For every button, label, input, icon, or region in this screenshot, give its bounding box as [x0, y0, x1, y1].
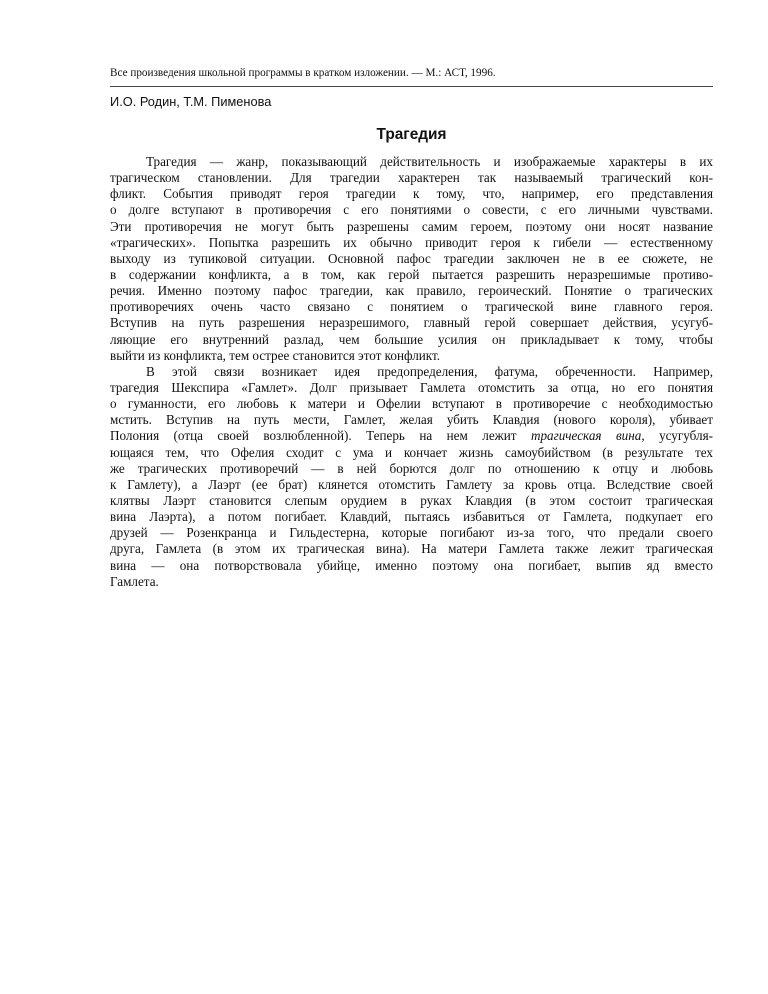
text-line: «трагических». Попытка разрешить их обычно приводит героя к гибели — естественному	[110, 234, 713, 250]
source-citation: Все произведения школьной программы в кратком изложении. — М.: АСТ, 1996.	[110, 67, 496, 79]
text-line: о гуманности, его любовь к матери и Офелии вступают в противоречие с необходимостью	[110, 396, 713, 412]
text-line: вина — она потворствовала убийце, именно поэтому она погибает, выпив яд вместо	[110, 557, 713, 573]
text-line: противоречиях очень часто связано с понятием о трагической вине главного героя.	[110, 299, 713, 315]
article-title: Трагедия	[376, 126, 447, 143]
text-line: выходу из тупиковой ситуации. Основной пафос трагедии заключен не в ее сюжете, не	[110, 250, 713, 266]
text-line: к Гамлету), а Лаэрт (ее брат) клянется отомстить Гамлету за кровь отца. Вследствие своей	[110, 476, 713, 492]
paragraph	[110, 154, 713, 364]
text-line: ляющие его внутренний разлад, чем большие усилия он прикладывает к тому, чтобы	[110, 331, 713, 347]
header-divider	[110, 86, 713, 87]
text-line: трагическом становлении. Для трагедии характерен так называемый трагический кон-	[110, 170, 713, 186]
paragraph	[110, 364, 713, 590]
text-line: фликт. События приводят героя трагедии к тому, что, например, его представления	[110, 186, 713, 202]
emphasized-term: трагическая вина	[530, 428, 642, 444]
text-line: Полония (отца своей возлюбленной). Теперь на нем лежит трагическая вина, усугубля-	[110, 428, 713, 444]
text-line: о долге вступают в противоречия с его понятиями о совести, с его личными чувствами.	[110, 202, 713, 218]
text-line: друга, Гамлета (в этом их трагическая вина). На матери Гамлета также лежит трагическая	[110, 541, 713, 557]
article-body	[110, 154, 713, 590]
text-line: речия. Именно поэтому пафос трагедии, как правило, героический. Понятие о трагических	[110, 283, 713, 299]
authors: И.О. Родин, Т.М. Пименова	[110, 94, 272, 109]
text-line: ющаяся тем, что Офелия сходит с ума и кончает жизнь самоубийством (в результате тех	[110, 444, 713, 460]
text-line: трагедия Шекспира «Гамлет». Долг призывает Гамлета отомстить за отца, но его понятия	[110, 379, 713, 395]
text-line: же трагических противоречий — в ней борются долг по отношению к отцу и любовь	[110, 460, 713, 476]
text-line: друзей — Розенкранца и Гильдестерна, которые погибают из-за того, что предали своего	[110, 525, 713, 541]
text-line: Трагедия — жанр, показывающий действительность и изображаемые характеры в их	[146, 154, 713, 169]
text-line: клятвы Лаэрт становится слепым орудием в руках Клавдия (в этом состоит трагическая	[110, 492, 713, 508]
text-line: В этой связи возникает идея предопределения, фатума, обреченности. Например,	[146, 363, 713, 379]
text-line: мстить. Вступив на путь мести, Гамлет, желая убить Клавдия (нового короля), убивает	[110, 412, 713, 428]
text-line: Вступив на путь разрешения неразрешимого, главный герой совершает действия, усугуб-	[110, 315, 713, 331]
document-page	[110, 66, 713, 590]
text-line: выйти из конфликта, тем острее становится этот конфликт.	[110, 347, 441, 363]
text-line: в содержании конфликта, а в том, как герой пытается разрешить неразрешимые противо-	[110, 266, 713, 282]
text-line: вина Лаэрта), а потом погибает. Клавдий, пытаясь избавиться от Гамлета, подкупает его	[110, 509, 713, 525]
text-line: Гамлета.	[110, 573, 159, 589]
text-line: Эти противоречия не могут быть разрешены самим героем, поэтому они носят название	[110, 218, 713, 234]
